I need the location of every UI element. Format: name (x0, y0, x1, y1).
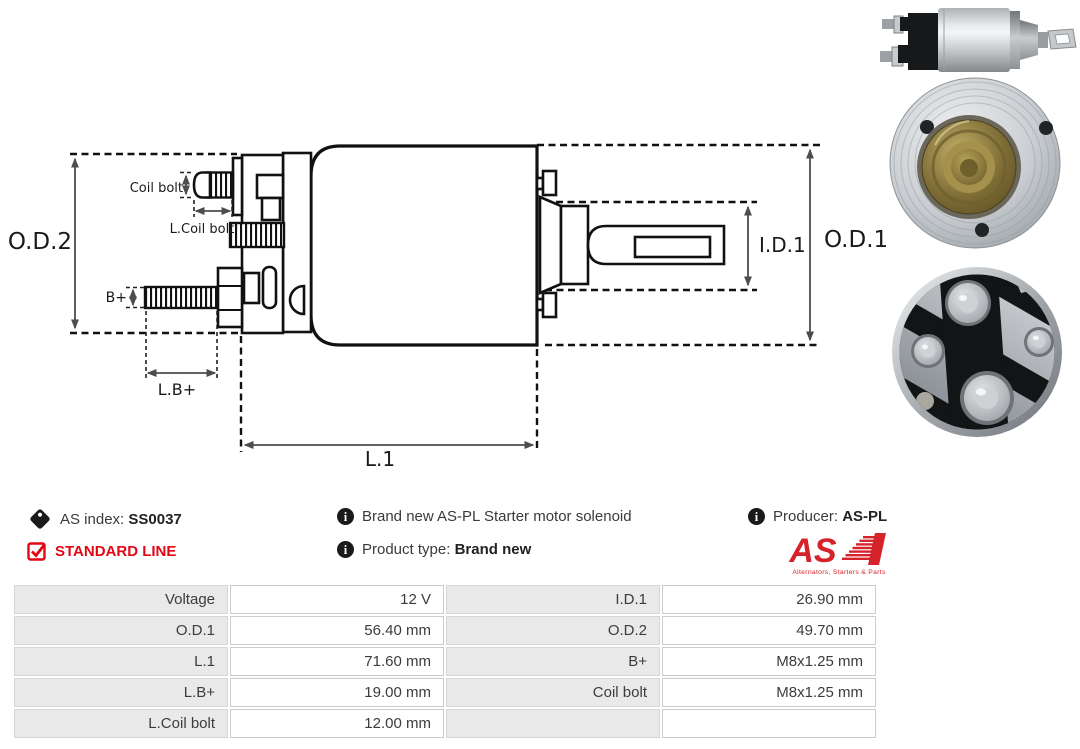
producer-value: AS-PL (842, 508, 888, 525)
spec-value: 12.00 mm (230, 709, 444, 738)
table-row (14, 616, 876, 645)
svg-text:i: i (343, 510, 348, 524)
mount-hole (975, 223, 989, 237)
info-icon (748, 508, 765, 525)
spec-label: Voltage (14, 585, 228, 614)
spec-label: L.B+ (14, 678, 228, 707)
product-photo-back[interactable] (887, 263, 1067, 441)
spec-label: O.D.1 (14, 616, 228, 645)
as-index-row (28, 507, 182, 531)
spec-value: 12 V (230, 585, 444, 614)
solenoid-body-outline (311, 146, 537, 345)
producer-row (748, 508, 887, 525)
as-pl-logo (785, 531, 893, 577)
table-row (14, 678, 876, 707)
standard-line-row (27, 541, 176, 561)
logo-as-text: AS (789, 532, 837, 570)
label-lcoil-bolt: L.Coil bolt (169, 222, 235, 237)
spec-value: 26.90 mm (662, 585, 876, 614)
spec-value: 49.70 mm (662, 616, 876, 645)
product-photo-front[interactable] (885, 75, 1070, 251)
spec-table (12, 583, 878, 740)
label-id1: I.D.1 (759, 233, 806, 257)
spec-value: 19.00 mm (230, 678, 444, 707)
label-coil-bolt: Coil bolt (129, 181, 183, 196)
spec-value: M8x1.25 mm (662, 678, 876, 707)
label-l1: L.1 (364, 447, 396, 471)
solenoid-cap-black (908, 13, 940, 70)
info-icon (337, 541, 354, 558)
table-row (14, 647, 876, 676)
spec-label: B+ (446, 647, 660, 676)
label-od1: O.D.1 (824, 227, 889, 253)
label-lb-plus: L.B+ (157, 380, 197, 399)
spec-label: L.1 (14, 647, 228, 676)
tag-icon (28, 507, 52, 531)
b-plus-terminal-thread (145, 287, 218, 308)
spec-value: 56.40 mm (230, 616, 444, 645)
svg-text:i: i (343, 543, 348, 557)
product-type-value: Brand new (454, 541, 532, 558)
label-od2: O.D.2 (7, 229, 73, 255)
spec-value (662, 709, 876, 738)
spec-label (446, 709, 660, 738)
spec-label: L.Coil bolt (14, 709, 228, 738)
logo-tagline: Alternators, Starters & Parts (792, 569, 886, 576)
mount-hole (1039, 121, 1053, 135)
svg-text:i: i (754, 510, 759, 524)
standard-line-badge: STANDARD LINE (55, 542, 177, 560)
spec-label: I.D.1 (446, 585, 660, 614)
description-row (337, 508, 632, 525)
label-b-plus: B+ (105, 290, 127, 306)
product-type-label: Product type: (362, 541, 451, 558)
table-row (14, 709, 876, 738)
checkbox-checked-icon (27, 541, 47, 561)
table-row (14, 585, 876, 614)
spec-value: M8x1.25 mm (662, 647, 876, 676)
as-index-label: AS index: (60, 510, 125, 528)
spec-label: Coil bolt (446, 678, 660, 707)
product-type-row (337, 541, 531, 558)
spec-label: O.D.2 (446, 616, 660, 645)
product-description: Brand new AS-PL Starter motor solenoid (362, 508, 632, 525)
product-photo-side[interactable] (880, 3, 1080, 78)
info-icon (337, 508, 354, 525)
producer-label: Producer: (773, 508, 839, 525)
spec-value: 71.60 mm (230, 647, 444, 676)
as-index-value: SS0037 (128, 510, 182, 528)
